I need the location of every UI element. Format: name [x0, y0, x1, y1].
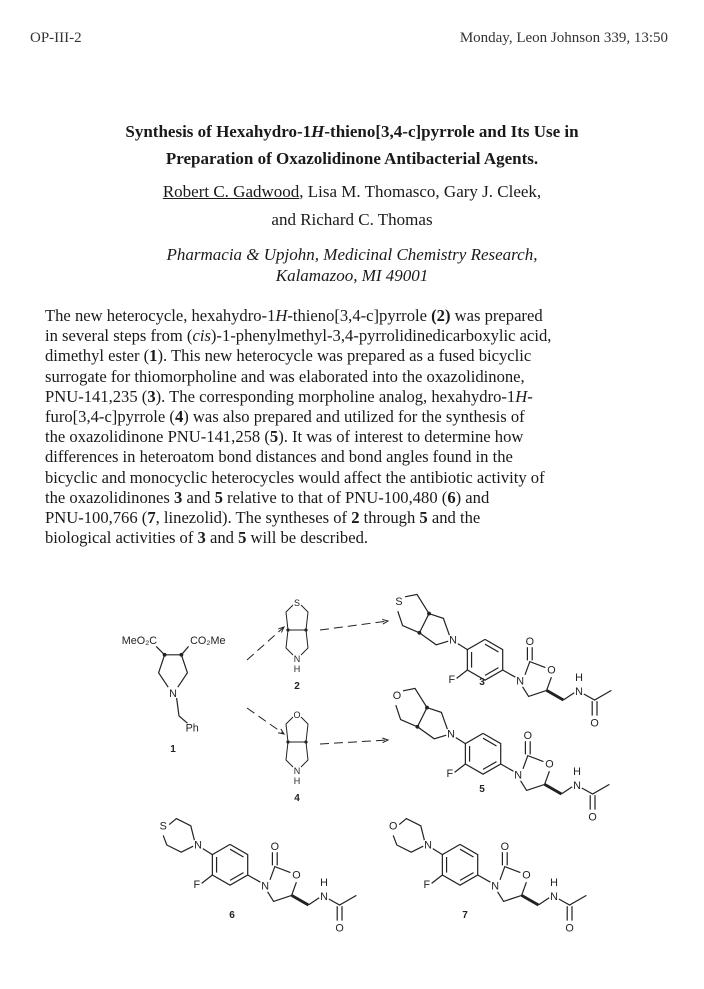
bond [523, 677, 552, 696]
body-text: the oxazolidinones [45, 487, 175, 507]
compound-ref: 5 [214, 487, 223, 507]
atom-label: H [575, 671, 583, 684]
bond [559, 895, 587, 905]
body-text: H [515, 386, 528, 406]
bond [329, 895, 357, 905]
reaction-arrows [170, 619, 485, 921]
atom-label: H [320, 876, 328, 889]
compound-2-structure [286, 598, 308, 674]
bond [202, 875, 213, 883]
bond [501, 764, 514, 771]
atom-label: O [565, 922, 574, 935]
atom-label: N [194, 839, 202, 852]
atom-label: O [388, 820, 398, 833]
bond [525, 662, 545, 675]
co-authors-line2: and Richard C. Thomas [271, 210, 433, 229]
bond [500, 867, 520, 880]
stereo-hydrogen-dot [417, 631, 421, 635]
atom-label: O [293, 710, 301, 720]
body-text: ). The corresponding morpholine analog, hexahydro-1 [155, 386, 516, 406]
bond [523, 756, 543, 769]
bond [521, 771, 550, 790]
body-text: , linezolid). The syntheses of [155, 508, 352, 528]
atom-label: O [547, 664, 556, 677]
atom-label: O [335, 922, 344, 935]
atom-label: O [588, 811, 597, 824]
multi-step-arrow [247, 627, 284, 660]
body-text: H [275, 306, 288, 325]
bond [403, 688, 427, 707]
compound-ref: 5 [269, 427, 279, 447]
compound-ref: 3 [147, 386, 156, 406]
bond [396, 705, 418, 727]
compound-ref: 4 [174, 407, 184, 427]
bond [177, 698, 188, 723]
atom-label: N [424, 839, 432, 852]
compound-number-label: 3 [479, 677, 485, 688]
compound-4-structure [286, 710, 308, 786]
compound-6-structure [160, 819, 357, 935]
atom-label: N [573, 780, 581, 793]
bond [432, 875, 443, 883]
bond [248, 875, 261, 882]
wedge-bond [547, 690, 564, 700]
session-schedule: Monday, Leon Johnson 339, 13:50 [459, 30, 668, 46]
atom-label: MeO₂C [121, 635, 158, 647]
stereo-hydrogen-dot [286, 628, 289, 631]
multi-step-arrow [247, 708, 284, 734]
bond [270, 867, 290, 880]
body-text: - [527, 386, 533, 406]
body-text: surrogate for thiomorpholine and was elaborated into the oxazolidinone, [45, 366, 525, 386]
compound-ref: (2) [431, 306, 451, 325]
bond [163, 835, 193, 852]
benzene-ring [442, 844, 477, 885]
atom-label: O [292, 869, 301, 882]
bond [503, 670, 516, 677]
atom-label: O [523, 729, 533, 742]
bond [458, 644, 468, 650]
stereo-hydrogen-dot [163, 653, 167, 657]
bond [308, 898, 319, 905]
body-text: and the [427, 508, 481, 528]
atom-label: N [447, 728, 455, 741]
bond [268, 882, 297, 901]
atom-label: O [590, 717, 599, 730]
bond [398, 611, 420, 633]
atom-label: O [545, 758, 554, 771]
bond [538, 898, 549, 905]
compound-ref: 3 [197, 528, 206, 548]
atom-label: S [395, 596, 403, 609]
multi-step-arrow [320, 621, 388, 630]
body-text: cis [192, 326, 211, 346]
compound-ref: 6 [447, 487, 456, 507]
body-text: PNU-141,235 ( [45, 386, 148, 406]
stereo-hydrogen-dot [286, 740, 289, 743]
body-text: in several steps from ( [45, 326, 193, 346]
stereo-hydrogen-dot [304, 740, 307, 743]
body-text: will be described. [246, 528, 369, 548]
body-text: and [205, 528, 239, 548]
body-text: differences in heteroatom bond distances and bond angles found in the [45, 447, 513, 467]
atom-label: N [293, 654, 301, 664]
bond [169, 819, 194, 841]
compound-ref: 5 [238, 528, 247, 548]
bond [159, 655, 188, 687]
compound-ref: 1 [149, 346, 158, 366]
compound-ref: 7 [147, 508, 156, 528]
wedge-bond [292, 895, 309, 905]
body-text: ). This new heterocycle was prepared as a fused bicyclic [157, 346, 532, 366]
body-text: ) and [455, 487, 490, 507]
bond [433, 849, 443, 855]
body-text: )-1-phenylmethyl-3,4-pyrrolidinedicarboxylic acid, [210, 326, 552, 346]
compound-1-structure [122, 635, 226, 735]
body-text: The new heterocycle, hexahydro-1 [45, 306, 276, 325]
bond [498, 882, 527, 901]
atom-label: O [522, 869, 531, 882]
stereo-hydrogen-dot [179, 653, 183, 657]
body-text: furo[3,4-c]pyrrole ( [45, 407, 175, 427]
benzene-ring [467, 639, 502, 680]
atom-label: H [293, 664, 301, 674]
bond [455, 764, 466, 772]
body-text: ) was also prepared and utilized for the synthesis of [183, 407, 525, 427]
bond [405, 594, 429, 613]
stereo-hydrogen-dot [304, 628, 307, 631]
compound-7-structure [389, 819, 586, 935]
atom-label: N [449, 634, 457, 647]
atom-label: S [293, 598, 301, 608]
title-line2: Preparation of Oxazolidinone Antibacterial Agents. [165, 149, 539, 168]
compound-5-structure [393, 688, 610, 823]
body-text: and [182, 487, 215, 507]
bond [561, 787, 572, 794]
compound-ref: 2 [351, 508, 360, 528]
atom-label: O [500, 840, 510, 853]
bond [582, 784, 610, 794]
atom-label: H [550, 876, 558, 889]
atom-label: F [193, 879, 201, 892]
body-text: PNU-100,766 ( [45, 508, 148, 528]
body-text: the oxazolidinone PNU-141,258 ( [45, 427, 270, 447]
bond [417, 708, 447, 739]
wedge-bond [522, 895, 539, 905]
body-text: relative to that of PNU-100,480 ( [222, 487, 448, 507]
arrow-head [278, 729, 284, 734]
stereo-hydrogen-dot [427, 612, 431, 616]
compound-number-label: 5 [479, 784, 485, 795]
title-italic: H [311, 122, 325, 141]
affiliation-line2: Kalamazoo, MI 49001 [275, 266, 429, 285]
atom-label: N [491, 880, 500, 893]
bond [456, 738, 466, 744]
bond [203, 849, 213, 855]
benzene-ring [212, 844, 247, 885]
atom-label: N [320, 891, 328, 904]
bond [478, 875, 491, 882]
compound-number-label: 2 [294, 681, 300, 692]
atom-label: S [159, 820, 167, 833]
body-text: biological activities of [45, 528, 198, 548]
compound-ref: 3 [174, 487, 183, 507]
atom-label: O [270, 840, 280, 853]
atom-label: Ph [185, 722, 199, 735]
bond [399, 819, 424, 841]
atom-label: F [446, 768, 454, 781]
compound-ref: 5 [419, 508, 428, 528]
stereo-hydrogen-dot [425, 706, 429, 710]
atom-label: N [514, 769, 523, 782]
bond [584, 690, 612, 700]
body-text: through [359, 508, 420, 528]
compound-number-label: 1 [170, 744, 176, 755]
atom-label: N [516, 675, 525, 688]
title-part: -thieno[3,4-c]pyrrole and Its Use in [324, 122, 579, 141]
atom-label: H [573, 765, 581, 778]
atom-label: N [293, 766, 301, 776]
co-authors: , Lisa M. Thomasco, Gary J. Cleek, [299, 182, 542, 201]
compound-number-label: 4 [294, 793, 300, 804]
compound-number-label: 6 [229, 910, 235, 921]
body-text: -thieno[3,4-c]pyrrole [287, 306, 432, 325]
bond [393, 835, 423, 852]
atom-label: F [448, 674, 456, 687]
atom-label: N [550, 891, 558, 904]
affiliation-line1: Pharmacia & Upjohn, Medicinal Chemistry Research, [166, 245, 538, 264]
atom-label: N [261, 880, 270, 893]
atom-label: H [293, 776, 301, 786]
wedge-bond [545, 784, 562, 794]
presenting-author: Robert C. Gadwood [162, 182, 300, 201]
body-text: ). It was of interest to determine how [278, 427, 524, 447]
benzene-ring [465, 733, 500, 774]
stereo-hydrogen-dot [415, 725, 419, 729]
title-part: Synthesis of Hexahydro-1 [125, 122, 312, 141]
multi-step-arrow [320, 740, 388, 744]
atom-label: O [525, 635, 535, 648]
session-code: OP-III-2 [30, 30, 82, 46]
atom-label: O [392, 690, 402, 703]
compound-number-label: 7 [462, 910, 468, 921]
bond [457, 670, 468, 678]
bond [419, 614, 449, 645]
bond [563, 693, 574, 700]
body-text: bicyclic and monocyclic heterocycles would affect the antibiotic activity of [45, 467, 545, 487]
body-text: dimethyl ester ( [45, 346, 150, 366]
atom-label: N [575, 686, 583, 699]
atom-label: CO₂Me [190, 635, 226, 647]
atom-label: F [423, 879, 431, 892]
body-text: was prepared [450, 306, 543, 325]
atom-label: N [169, 687, 177, 700]
